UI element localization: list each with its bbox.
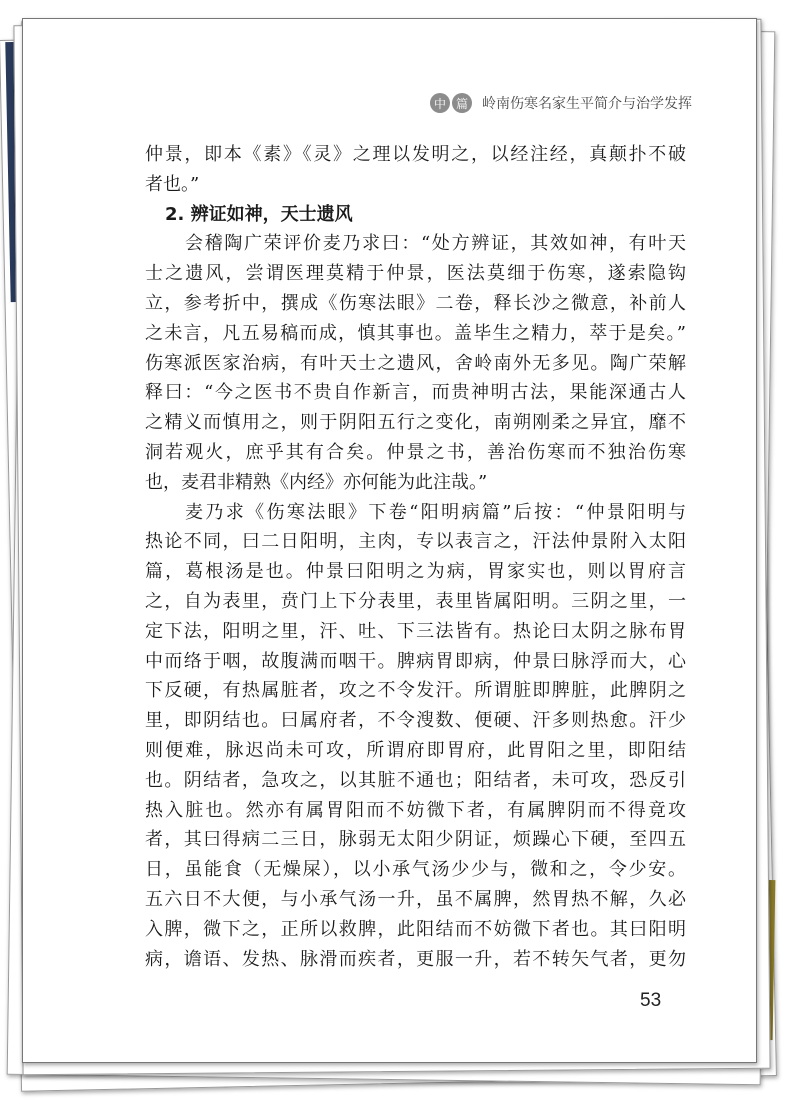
text-line: 士之遗风，尝谓医理莫精于仲景，医法莫细于伤寒，遂索隐钩	[145, 263, 686, 285]
text-line: 日，虽能食（无燥屎），以小承气汤少少与，微和之，令少安。	[145, 859, 686, 881]
header-title: 岭南伤寒名家生平简介与治学发挥	[482, 96, 692, 112]
text-line: 之未言，凡五易稿而成，慎其事也。盖毕生之精力，萃于是矣。”	[145, 322, 686, 344]
text-line: 五六日不大便，与小承气汤一升，虽不属脾，然胃热不解，久必	[145, 888, 686, 910]
text-line: 之精义而慎用之，则于阴阳五行之变化，南朔刚柔之异宜，靡不	[145, 412, 686, 434]
text-line: 会稽陶广荣评价麦乃求曰：“处方辨证，其效如神，有叶天	[185, 233, 686, 255]
text-line: 仲景，即本《素》《灵》之理以发明之，以经注经，真颠扑不破	[145, 144, 686, 165]
body-text	[145, 140, 686, 974]
text-line: 热入脏也。然亦有属胃阳而不妨微下者，有属脾阴而不得竟攻	[145, 799, 686, 821]
text-line: 者，其曰得病二三日，脉弱无太阳少阴证，烦躁心下硬，至四五	[145, 829, 686, 851]
text-line: 篇，葛根汤是也。仲景曰阳明之为病，胃家实也，则以胃府言	[145, 561, 686, 583]
text-line: 下反硬，有热属脏者，攻之不令发汗。所谓脏即脾脏，此脾阴之	[145, 680, 686, 702]
page-number: 53	[640, 990, 662, 1011]
text-line: 释曰：“今之医书不贵自作新言，而贵神明古法，果能深通古人	[145, 382, 686, 404]
text-line: 之，自为表里，贲门上下分表里，表里皆属阳明。三阴之里，一	[145, 590, 686, 612]
text-line: 则便难，脉迟尚未可攻，所谓府即胃府，此胃阳之里，即阳结	[145, 739, 686, 761]
text-line: 热论不同，曰二日阳明，主肉，专以表言之，汗法仲景附入太阳	[145, 531, 686, 553]
section-badge: 篇	[452, 93, 472, 113]
text-line: 也。阴结者，急攻之，以其脏不通也；阳结者，未可攻，恐反引	[145, 769, 686, 791]
text-line: 入脾，微下之，正所以救脾，此阳结而不妨微下者也。其曰阳明	[145, 918, 686, 940]
text-line: 洞若观火，庶乎其有合矣。仲景之书，善治伤寒而不独治伤寒	[145, 441, 686, 463]
text-line: 者也。”	[145, 173, 200, 195]
section-heading: 2. 辨证如神，天士遗风	[165, 203, 353, 225]
text-line: 麦乃求《伤寒法眼》下卷“阳明病篇”后按：“仲景阳明与	[185, 501, 686, 523]
text-line: 也，麦君非精熟《内经》亦何能为此注哉。”	[145, 471, 488, 493]
section-badge: 中	[430, 93, 450, 113]
text-line: 病，谵语、发热、脉滑而疾者，更服一升，若不转矢气者，更勿	[145, 948, 686, 970]
running-header	[430, 91, 692, 115]
text-line: 里，即阴结也。曰属府者，不令溲数、便硬、汗多则热愈。汗少	[145, 710, 686, 732]
text-line: 中而络于咽，故腹满而咽干。脾病胃即病，仲景曰脉浮而大，心	[145, 650, 686, 672]
text-line: 伤寒派医家治病，有叶天士之遗风，舍岭南外无多见。陶广荣解	[145, 352, 686, 374]
text-line: 定下法，阳明之里，汗、吐、下三法皆有。热论曰太阴之脉布胃	[145, 620, 686, 642]
text-line: 立，参考折中，撰成《伤寒法眼》二卷，释长沙之微意，补前人	[145, 292, 686, 314]
